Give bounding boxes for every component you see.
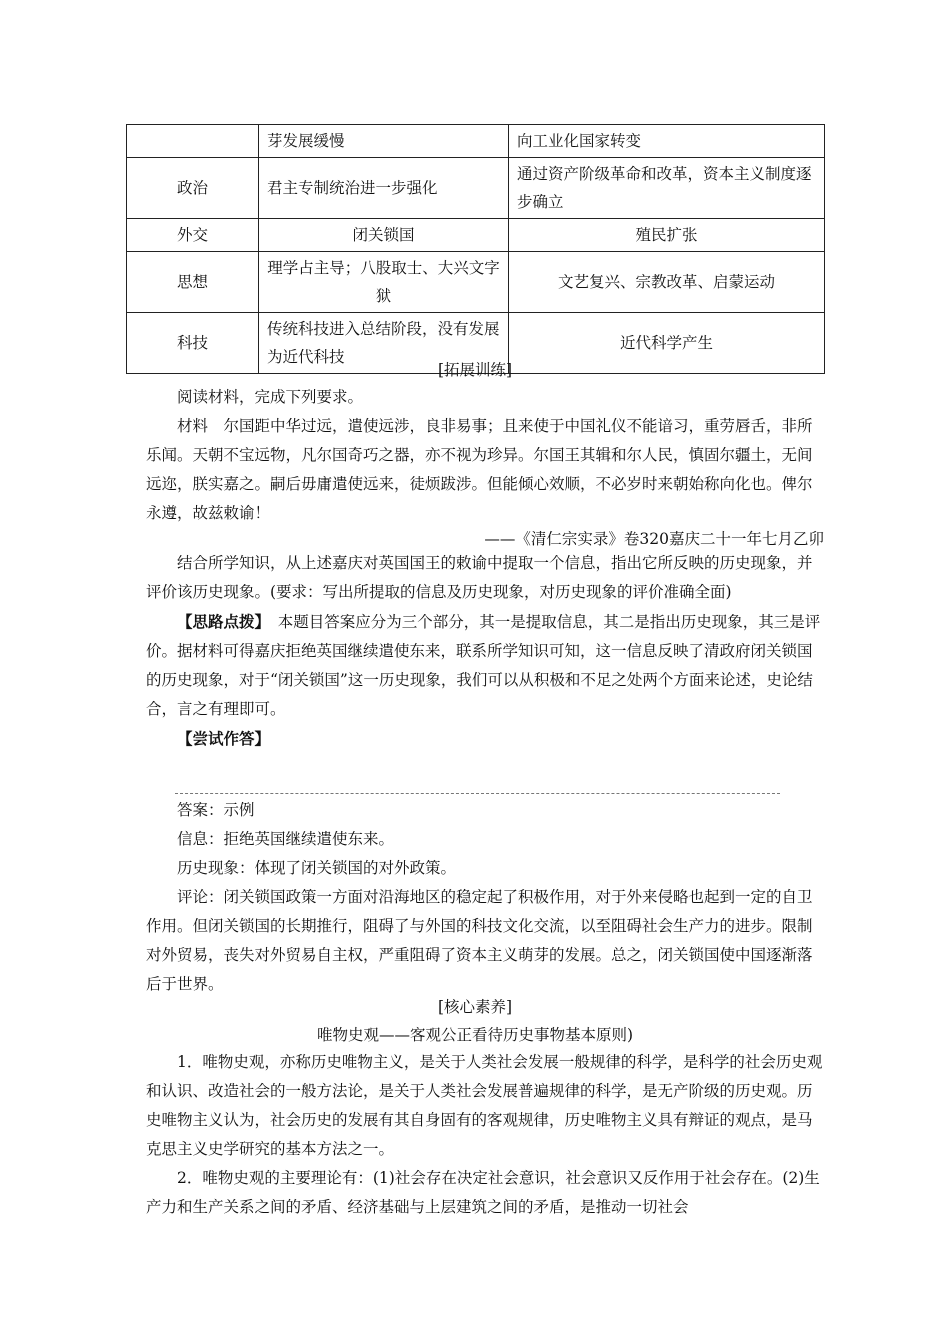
table-cell: 思想 bbox=[127, 252, 259, 313]
answer-divider bbox=[175, 793, 780, 794]
question-text: 结合所学知识，从上述嘉庆对英国国王的敕谕中提取一个信息，指出它所反映的历史现象，并评价该历史现象。(要求：写出所提取的信息及历史现象，对历史现象的评价准确全面) bbox=[146, 554, 813, 601]
table-cell: 科技 bbox=[127, 313, 259, 374]
core-point: 2．唯物史观的主要理论有：(1)社会存在决定社会意识，社会意识又反作用于社会存在。(2)生产力和生产关系之间的矛盾、经济基础与上层建筑之间的矛盾，是推动一切社会 bbox=[146, 1169, 820, 1216]
table-cell: 芽发展缓慢 bbox=[259, 125, 509, 158]
extension-heading: [拓展训练] bbox=[437, 361, 513, 379]
table-cell: 文艺复兴、宗教改革、启蒙运动 bbox=[509, 252, 825, 313]
core-block bbox=[146, 1048, 826, 1222]
core-point: 1．唯物史观，亦称历史唯物主义，是关于人类社会发展一般规律的科学，是科学的社会历史观和认识、改造社会的一般方法论，是关于人类社会发展普遍规律的科学，是无产阶级的历史观。历史唯物主义认为，社会历史的发展有其自身固有的客观规律，历史唯物主义具有辩证的观点，是马克思主义史学研究的基本方法之一。 bbox=[146, 1053, 823, 1158]
material-text: 材料 尔国距中华过远，遣使远涉，良非易事；且来使于中国礼仪不能谙习，重劳唇舌，非所乐闻。天朝不宝远物，凡尔国奇巧之器，亦不视为珍异。尔国王其辑和尔人民，慎固尔疆土，无间远迩，朕实嘉之。嗣后毋庸遣使远来，徒烦跋涉。但能倾心效顺，不必岁时来朝始称向化也。俾尔永遵，故兹敕谕！ bbox=[146, 417, 813, 522]
table-row bbox=[127, 158, 825, 219]
table-row bbox=[127, 219, 825, 252]
table-row bbox=[127, 125, 825, 158]
core-heading: [核心素养] bbox=[437, 998, 513, 1016]
try-label: 【尝试作答】 bbox=[177, 729, 271, 748]
answer-line: 信息：拒绝英国继续遣使东来。 bbox=[177, 830, 395, 848]
hint-label: 【思路点拨】 bbox=[177, 612, 263, 631]
table-cell: 通过资产阶级革命和改革，资本主义制度逐步确立 bbox=[509, 158, 825, 219]
answer-block bbox=[146, 796, 826, 999]
table-row bbox=[127, 252, 825, 313]
hint-paragraph bbox=[146, 607, 826, 724]
table-cell: 殖民扩张 bbox=[509, 219, 825, 252]
question-block bbox=[146, 549, 826, 753]
table-cell: 政治 bbox=[127, 158, 259, 219]
answer-line: 历史现象：体现了闭关锁国的对外政策。 bbox=[177, 859, 457, 877]
table-cell: 近代科学产生 bbox=[509, 313, 825, 374]
table-cell: 向工业化国家转变 bbox=[509, 125, 825, 158]
table-cell: 理学占主导；八股取士、大兴文字狱 bbox=[259, 252, 509, 313]
comparison-table bbox=[126, 124, 825, 374]
table-cell: 君主专制统治进一步强化 bbox=[259, 158, 509, 219]
answer-line: 答案：示例 bbox=[177, 801, 255, 819]
instruction-text: 阅读材料，完成下列要求。 bbox=[177, 388, 364, 406]
material-block bbox=[146, 383, 826, 528]
source-citation: ——《清仁宗实录》卷320嘉庆二十一年七月乙卯 bbox=[484, 530, 824, 548]
table-cell: 外交 bbox=[127, 219, 259, 252]
table-cell: 传统科技进入总结阶段，没有发展为近代科技 bbox=[259, 313, 509, 374]
table-cell bbox=[127, 125, 259, 158]
core-subtitle: 唯物史观——客观公正看待历史事物基本原则) bbox=[316, 1026, 634, 1044]
table-cell: 闭关锁国 bbox=[259, 219, 509, 252]
answer-commentary: 评论：闭关锁国政策一方面对沿海地区的稳定起了积极作用，对于外来侵略也起到一定的自卫作用。但闭关锁国的长期推行，阻碍了与外国的科技文化交流，以至阻碍社会生产力的进步。限制对外贸易，丧失对外贸易自主权，严重阻碍了资本主义萌芽的发展。总之，闭关锁国使中国逐渐落后于世界。 bbox=[146, 888, 813, 993]
hint-text: 本题目答案应分为三个部分，其一是提取信息，其二是指出历史现象，其三是评价。据材料可得嘉庆拒绝英国继续遣使东来，联系所学知识可知，这一信息反映了清政府闭关锁国的历史现象，对于“闭关锁国”这一历史现象，我们可以从积极和不足之处两个方面来论述，史论结合，言之有理即可。 bbox=[146, 613, 821, 718]
